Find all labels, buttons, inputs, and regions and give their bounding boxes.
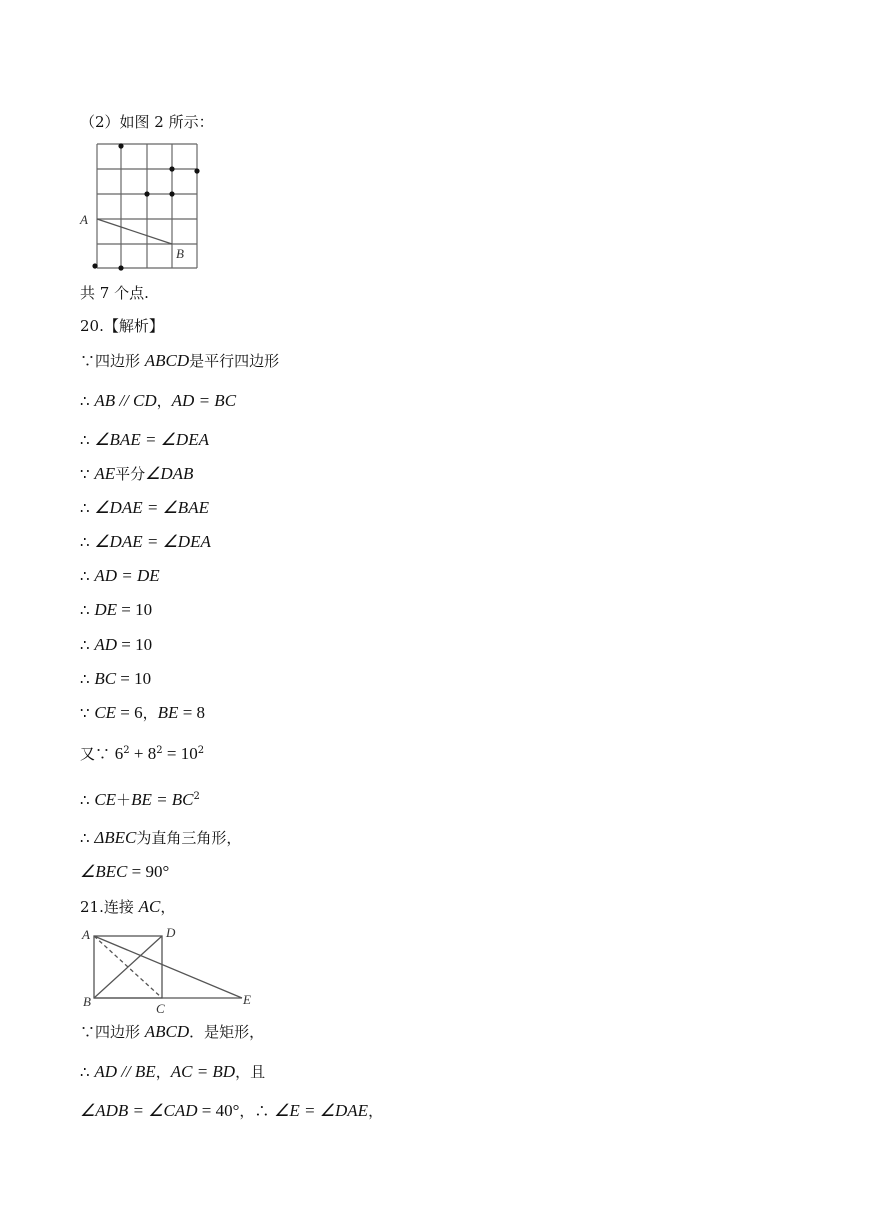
grid-point [194, 168, 199, 173]
step-line: ∵ CE = 6，BE = 8 [80, 703, 206, 722]
step-line: ∴ AD = DE [80, 566, 160, 585]
step-line: ∴ AD = 10 [80, 635, 153, 654]
step-line: 又∵ $6^2 + 8^2 = 10^2$ [80, 744, 205, 763]
label-a: A [82, 927, 90, 942]
grid-point [169, 191, 174, 196]
grid-point [92, 263, 97, 268]
step-line: ∠ADB = ∠CAD = 40°，∴ ∠E = ∠DAE， [80, 1101, 384, 1120]
step-line: ∴ ∠BAE = ∠DEA [80, 430, 209, 449]
step-line: ∴ AB // CD，AD = BC [80, 391, 237, 410]
grid-figure [78, 140, 203, 275]
label-e: E [243, 992, 251, 1007]
step-line: ∴ AD // BE，AC = BD，且 [80, 1062, 266, 1081]
grid-point [144, 191, 149, 196]
step-line: ∠BEC = 90° [80, 862, 170, 881]
problem-21-heading: 21.连接 AC， [80, 897, 176, 916]
step-line: ∵四边形 ABCD．是矩形， [80, 1022, 265, 1041]
step-line: ∴ ΔBEC为直角三角形， [80, 828, 242, 847]
step-line: ∵四边形 ABCD是平行四边形 [80, 351, 280, 370]
grid-point [169, 166, 174, 171]
step-line: ∵ AE平分∠DAB [80, 464, 194, 483]
segment-ab [97, 219, 172, 244]
step-line: ∴ $CE+BE = BC^2$ [80, 790, 200, 809]
grid-point [118, 265, 123, 270]
label-b: B [83, 994, 91, 1009]
solution-part-2-heading: （2）如图 2 所示： [80, 113, 214, 131]
step-line: ∴ ∠DAE = ∠DEA [80, 532, 211, 551]
rectangle-figure [78, 922, 258, 1017]
point-count-text: 共 7 个点. [80, 284, 149, 302]
label-c: C [156, 1001, 165, 1016]
segment-ae [94, 936, 242, 998]
label-a: A [80, 212, 88, 227]
problem-20-heading: 20.【解析】 [80, 317, 164, 335]
step-line: ∴ ∠DAE = ∠BAE [80, 498, 209, 517]
step-line: ∴ BC = 10 [80, 669, 152, 688]
label-d: D [166, 925, 176, 940]
step-line: ∴ DE = 10 [80, 600, 153, 619]
label-b: B [176, 246, 184, 261]
grid-point [118, 143, 123, 148]
